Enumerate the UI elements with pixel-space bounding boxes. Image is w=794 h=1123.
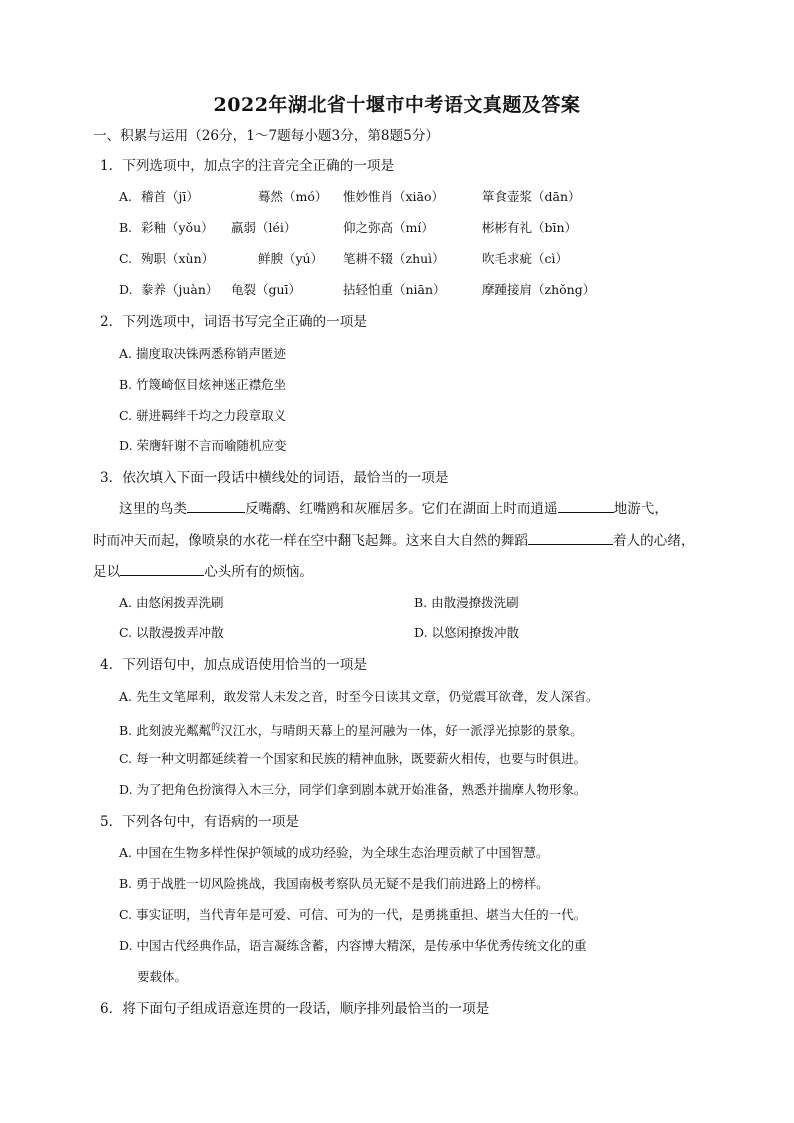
option-letter: C. xyxy=(119,625,133,640)
option-text: 此刻波光粼粼 xyxy=(136,723,212,739)
fill-blank xyxy=(558,500,614,513)
option-item: 吹毛求疵（cì） xyxy=(482,251,568,266)
option-letter: A. xyxy=(119,689,133,704)
fill-blank xyxy=(528,532,613,545)
question-2-stem: 2．下列选项中，词语书写完全正确的一项是 xyxy=(100,314,367,330)
option-letter: C. xyxy=(119,408,133,423)
question-4-option-a xyxy=(119,688,599,706)
option-text: 勇于战胜一切风险挑战，我国南极考察队员无疑不是我们前进路上的榜样。 xyxy=(136,876,549,891)
question-5-option-c xyxy=(119,906,586,924)
question-5-option-b xyxy=(119,875,549,893)
question-3-option-c xyxy=(119,624,224,642)
fill-blank xyxy=(120,563,204,576)
question-5-option-d-continued: 要载体。 xyxy=(137,969,188,984)
question-3-passage-line-2 xyxy=(93,532,695,550)
option-item: 拈轻怕重（niān） xyxy=(343,282,446,297)
option-letter: B. xyxy=(414,595,428,610)
option-letter: B. xyxy=(119,876,133,891)
option-text: 由散漫撩拨洗刷 xyxy=(431,595,519,610)
option-item: 鲜腴（yú） xyxy=(258,251,324,266)
option-item: 龟裂（guī） xyxy=(231,282,302,297)
option-letter: C. xyxy=(119,751,133,766)
passage-text: 足以 xyxy=(93,564,121,580)
option-text: 以散漫拨弄冲散 xyxy=(136,625,224,640)
option-text: 先生文笔犀利，敢发常人未发之音，时至今日读其文章，仍觉震耳欲聋，发人深省。 xyxy=(136,689,599,704)
option-item: 殉职（xùn） xyxy=(141,251,215,266)
option-text: 由悠闲拨弄洗刷 xyxy=(136,595,224,610)
option-letter: A. xyxy=(119,189,133,204)
page-title: 2022年湖北省十堰市中考语文真题及答案 xyxy=(213,94,581,116)
question-5-option-a xyxy=(119,844,549,862)
option-item: 稽首（jī） xyxy=(141,189,199,204)
superscript-char: 的 xyxy=(211,723,221,733)
passage-text: 时而冲天而起，像喷泉的水花一样在空中翻飞起舞。这来自大自然的舞蹈 xyxy=(93,533,528,549)
option-text: 事实证明，当代青年是可爱、可信、可为的一代，是勇挑重担、堪当大任的一代。 xyxy=(136,907,587,922)
option-item: 蓦然（mó） xyxy=(258,189,328,204)
option-item: 仰之弥高（mí） xyxy=(343,220,434,235)
question-1-stem: 1．下列选项中，加点字的注音完全正确的一项是 xyxy=(100,158,395,174)
option-letter: B. xyxy=(119,220,133,235)
passage-text: 心头所有的烦恼。 xyxy=(204,564,313,580)
option-letter: B. xyxy=(119,723,133,739)
option-letter: C. xyxy=(119,251,133,266)
option-text: 荣膺轩谢不言而喻随机应变 xyxy=(136,438,287,453)
option-item: 箪食壶浆（dān） xyxy=(482,189,581,204)
question-3-option-d xyxy=(414,624,519,642)
option-item: 笔耕不辍（zhuì） xyxy=(343,251,445,266)
option-item: 豢养（juàn） xyxy=(141,282,219,297)
question-4-option-d xyxy=(119,781,587,799)
question-2-option-d xyxy=(119,437,287,455)
question-3-stem: 3．依次填入下面一段话中横线处的词语，最恰当的一项是 xyxy=(100,470,449,486)
option-letter: D. xyxy=(119,782,133,797)
option-letter: D. xyxy=(414,625,428,640)
section-heading: 一、积累与运用（26分，1～7题每小题3分，第8题5分） xyxy=(93,128,440,144)
option-item: 彩釉（yǒu） xyxy=(141,220,214,235)
question-3-option-a xyxy=(119,594,224,612)
passage-text: 地游弋， xyxy=(613,501,668,517)
question-3-option-b xyxy=(414,594,519,612)
passage-text: 这里的鸟类 xyxy=(119,501,187,517)
question-3-passage-line-1 xyxy=(119,500,668,518)
option-text: 揣度取决铢两悉称销声匿迹 xyxy=(136,346,287,361)
option-letter: B. xyxy=(119,377,133,392)
question-2-option-c xyxy=(119,407,286,425)
passage-text: 反嘴鹬、红嘴鸥和灰雁居多。它们在湖面上时而逍遥 xyxy=(244,501,558,517)
option-letter: C. xyxy=(119,907,133,922)
option-text: 骈进羁绊千均之力段章取义 xyxy=(136,408,287,423)
question-5-stem: 5．下列各句中，有语病的一项是 xyxy=(100,814,299,830)
question-4-option-c xyxy=(119,750,586,768)
question-3-passage-line-3 xyxy=(93,563,313,581)
option-text: 中国在生物多样性保护领域的成功经验，为全球生态治理贡献了中国智慧。 xyxy=(136,845,549,860)
option-text: 中国古代经典作品，语言凝练含蓄，内容博大精深，是传承中华优秀传统文化的重 xyxy=(136,938,587,953)
option-letter: A. xyxy=(119,845,133,860)
question-4-option-b xyxy=(119,719,583,740)
option-letter: A. xyxy=(119,346,133,361)
option-item: 惟妙惟肖（xiāo） xyxy=(343,189,445,204)
option-text: 每一种文明都延续着一个国家和民族的精神血脉，既要薪火相传，也要与时俱进。 xyxy=(136,751,587,766)
passage-text: 着人的心绪， xyxy=(613,533,695,549)
fill-blank xyxy=(187,500,245,513)
question-5-option-d xyxy=(119,937,587,955)
option-letter: D. xyxy=(119,938,133,953)
option-item: 彬彬有礼（bīn） xyxy=(482,220,578,235)
option-text: 汉江水，与晴朗天幕上的星河融为一体，好一派浮光掠影的景象。 xyxy=(220,723,583,739)
option-item: 摩踵接肩（zhǒng） xyxy=(482,282,596,297)
option-item: 羸弱（léi） xyxy=(231,220,297,235)
option-letter: D. xyxy=(119,438,133,453)
question-6-stem: 6．将下面句子组成语意连贯的一段话，顺序排列最恰当的一项是 xyxy=(100,1001,490,1017)
question-2-option-a xyxy=(119,345,286,363)
question-2-option-b xyxy=(119,376,286,394)
option-text: 竹篾崎伛目炫神迷正襟危坐 xyxy=(136,377,287,392)
question-4-stem: 4．下列语句中，加点成语使用恰当的一项是 xyxy=(100,657,367,673)
option-text: 以悠闲撩拨冲散 xyxy=(431,625,520,640)
option-text: 为了把角色扮演得入木三分，同学们拿到剧本就开始准备，熟悉并揣摩人物形象。 xyxy=(136,782,587,797)
option-letter: A. xyxy=(119,595,133,610)
option-letter: D. xyxy=(119,282,133,297)
